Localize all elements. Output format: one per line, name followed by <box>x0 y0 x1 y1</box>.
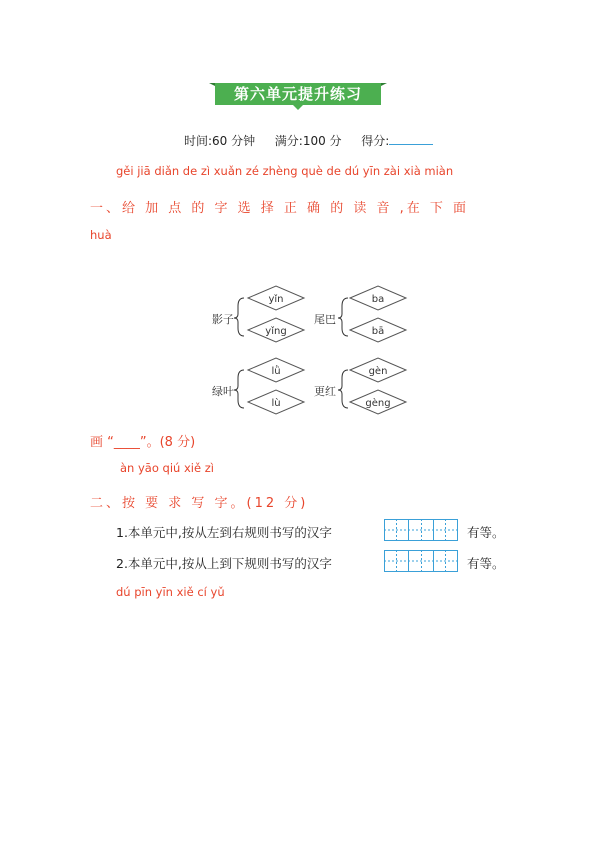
word-label: 尾巴 <box>314 313 336 326</box>
diagram-svg <box>208 284 408 424</box>
question-2-suffix: 有等。 <box>467 556 505 571</box>
choice-group-2 <box>338 286 406 342</box>
svg-text:bā: bā <box>371 326 385 337</box>
section3-pinyin: dú pīn yīn xiě cí yǔ <box>116 585 225 599</box>
svg-text:lǜ: lǜ <box>271 366 281 377</box>
svg-text:gèng: gèng <box>365 398 391 409</box>
word-label: 影子 <box>212 313 234 326</box>
word-label: 绿叶 <box>212 385 234 398</box>
score-label: 得分: <box>361 134 390 148</box>
question-1: 1.本单元中,按从左到右规则书写的汉字 <box>116 525 332 540</box>
question-1-suffix: 有等。 <box>467 525 505 540</box>
svg-text:lù: lù <box>271 398 281 409</box>
pinyin-choice-diagram <box>208 284 408 424</box>
option-text: yǐn <box>268 294 284 305</box>
section1-heading: 一、给 加 点 的 字 选 择 正 确 的 读 音 ,在 下 面 <box>90 201 469 216</box>
section2-pinyin: àn yāo qiú xiě zì <box>120 461 214 475</box>
svg-text:gèn: gèn <box>368 366 388 377</box>
question-2: 2.本单元中,按从上到下规则书写的汉字 <box>116 556 332 571</box>
meta-line <box>184 132 433 149</box>
section1-instruction: 画 “____”。(8 分) <box>90 435 196 450</box>
choice-group-4 <box>338 358 406 414</box>
writing-grid-2[interactable] <box>384 550 458 572</box>
choice-group-1 <box>234 286 304 342</box>
score-blank[interactable] <box>389 132 433 145</box>
svg-text:ba: ba <box>371 294 385 305</box>
section2-heading: 二、按 要 求 写 字。(12 分) <box>90 496 309 511</box>
section1-pinyin: gěi jiā diǎn de zì xuǎn zé zhèng què de dú yīn zài xià miàn <box>116 164 454 178</box>
section1-extra-pinyin: huà <box>90 228 112 242</box>
option-text: yǐng <box>265 326 287 337</box>
word-label: 更红 <box>314 385 336 398</box>
page-title: 第六单元提升练习 <box>233 85 362 103</box>
full-score-label: 满分:100 分 <box>274 134 342 148</box>
time-label: 时间:60 分钟 <box>184 134 256 148</box>
title-banner <box>209 80 387 112</box>
writing-grid-1[interactable] <box>384 519 458 541</box>
choice-group-3 <box>234 358 304 414</box>
